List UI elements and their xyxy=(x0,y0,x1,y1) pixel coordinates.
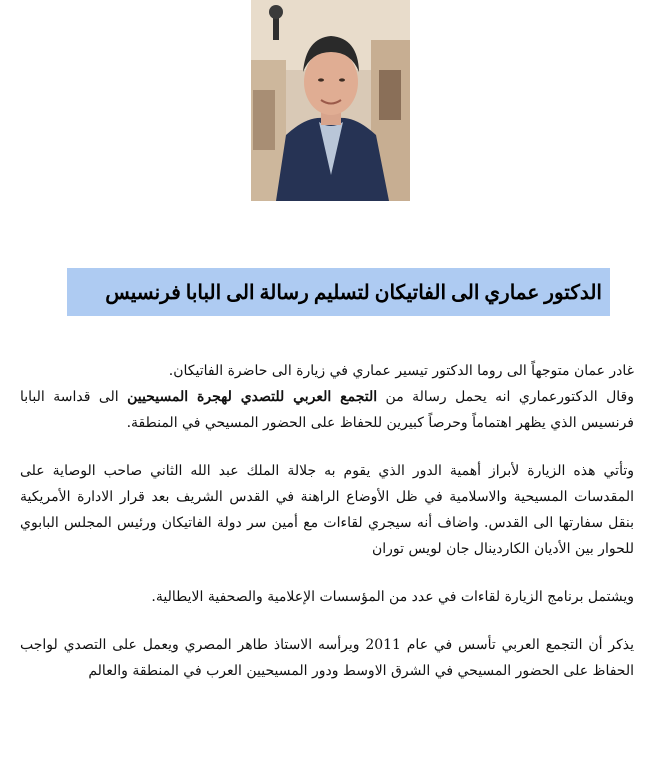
paragraph-3: ويشتمل برنامج الزيارة لقاءات في عدد من المؤسسات الإعلامية والصحفية الايطالية. xyxy=(151,589,634,605)
portrait-image xyxy=(251,0,410,201)
article-body xyxy=(20,358,634,706)
paragraph-2: وتأتي هذه الزيارة لأبراز أهمية الدور الذي يقوم به جلالة الملك عبد الله الثاني صاحب الوصاية على المقدسات المسيحية والاسلامية في ظل الأوضاع الراهنة في القدس الشريف بعد قرار الادارة الأمريكية بنقل سفارتها الى القدس. واضاف أنه سيجري لقاءات مع أمين سر دولة الفاتيكان ورئيس المجلس البابوي للحوار بين الأديان الكاردينال جان لويس توران xyxy=(20,463,634,557)
title-banner xyxy=(67,268,610,316)
organization-name: التجمع العربي للتصدي لهجرة المسيحيين xyxy=(127,389,378,405)
article-title: الدكتور عماري الى الفاتيكان لتسليم رسالة الى البابا فرنسيس xyxy=(105,281,602,304)
paragraph-1 xyxy=(20,358,634,436)
paragraph-4: يذكر أن التجمع العربي تأسس في عام 2011 ويرأسه الاستاذ طاهر المصري ويعمل على التصدي لواجب الحفاظ على الحضور المسيحي في الشرق الاوسط ودور المسيحيين العرب في المنطقة والعالم xyxy=(20,637,634,679)
paragraph-1-sentence-2-pre: وقال الدكتورعماري انه يحمل رسالة من xyxy=(377,389,634,405)
portrait-photo xyxy=(251,0,410,201)
paragraph-1-sentence-1: غادر عمان متوجهاً الى روما الدكتور تيسير عماري في زيارة الى حاضرة الفاتيكان. xyxy=(168,363,634,379)
paragraph-1-sentence-2-post: الى قداسة البابا فرنسيس الذي يظهر اهتماماً وحرصاً كبيرين للحفاظ على الحضور المسيحي في المنطقة. xyxy=(20,389,634,431)
